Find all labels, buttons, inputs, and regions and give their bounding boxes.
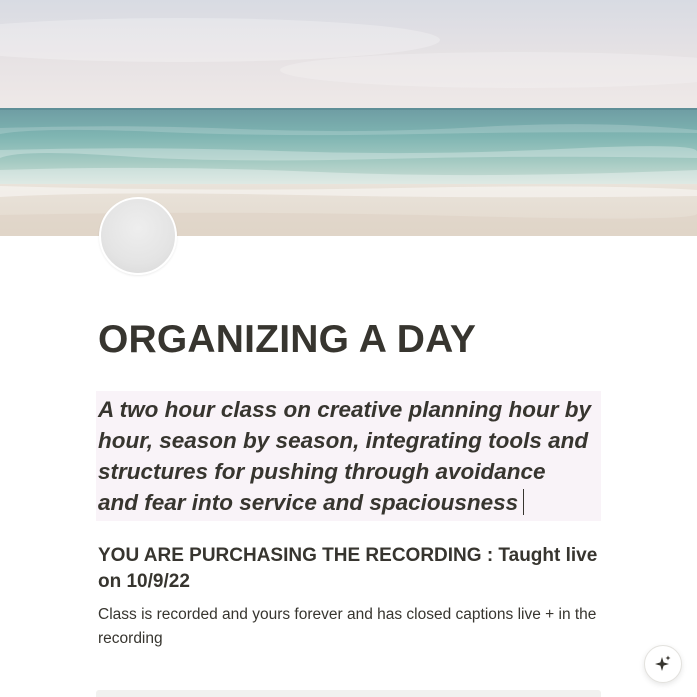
description-line-3: structures for pushing through avoidance	[98, 459, 546, 484]
sparkles-icon	[653, 654, 673, 674]
next-block-edge	[96, 690, 601, 697]
description-line-1: A two hour class on creative planning hour by	[98, 397, 591, 422]
page-title[interactable]: ORGANIZING A DAY	[98, 318, 477, 361]
purchase-heading[interactable]: YOU ARE PURCHASING THE RECORDING : Taught live on 10/9/22	[98, 545, 598, 592]
class-details-text[interactable]: Class is recorded and yours forever and has closed captions live + in the recording	[98, 606, 597, 647]
ai-assistant-button[interactable]	[644, 645, 682, 683]
ocean-beach-photo	[0, 0, 697, 236]
text-cursor	[523, 489, 524, 515]
page-icon-placeholder[interactable]	[99, 197, 177, 275]
highlighted-description-block[interactable]	[96, 391, 601, 521]
description-line-4: and fear into service and spaciousness	[98, 490, 519, 515]
description-line-2: hour, season by season, integrating tools and	[98, 428, 589, 453]
cover-image[interactable]	[0, 0, 697, 236]
